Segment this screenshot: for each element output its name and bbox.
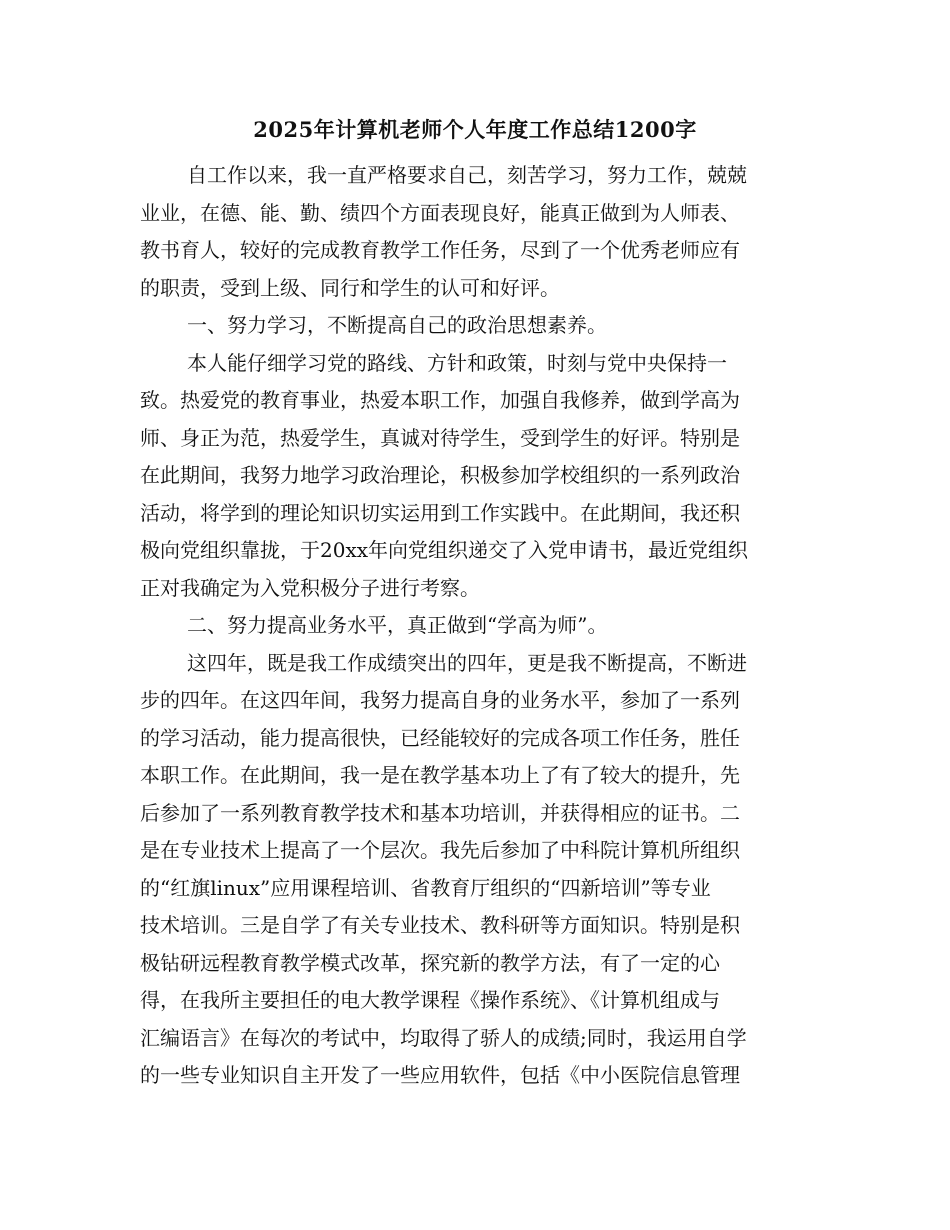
text-line: 业业，在德、能、勤、绩四个方面表现良好，能真正做到为人师表、 — [140, 200, 740, 225]
text-line: 致。热爱党的教育事业，热爱本职工作，加强自我修养，做到学高为 — [140, 388, 740, 412]
text-line: 正对我确定为入党积极分子进行考察。 — [140, 575, 480, 600]
text-line: 的“红旗linux”应用课程培训、省教育厅组织的“四新培训”等专业 — [140, 875, 711, 900]
text-line: 在此期间，我努力地学习政治理论，积极参加学校组织的一系列政治 — [140, 463, 740, 487]
text-line: 教书育人，较好的完成教育教学工作任务，尽到了一个优秀老师应有 — [140, 238, 740, 262]
text-line: 得，在我所主要担任的电大教学课程《操作系统》、《计算机组成与 — [140, 988, 720, 1012]
document-title: 2025年计算机老师个人年度工作总结1200字 — [253, 117, 697, 142]
text-line: 自工作以来，我一直严格要求自己，刻苦学习，努力工作，兢兢 — [187, 163, 747, 187]
text-line: 的学习活动，能力提高很快，已经能较好的完成各项工作任务，胜任 — [140, 725, 740, 750]
text-line: 本人能仔细学习党的路线、方针和政策，时刻与党中央保持一 — [187, 350, 727, 375]
document-body — [140, 157, 810, 1095]
text-line: 本职工作。在此期间，我一是在教学基本功上了有了较大的提升，先 — [140, 763, 740, 787]
text-line: 一、努力学习，不断提高自己的政治思想素养。 — [187, 313, 607, 337]
text-line: 极钻研远程教育教学模式改革，探究新的教学方法，有了一定的心 — [140, 950, 720, 975]
text-line: 师、身正为范，热爱学生，真诚对待学生，受到学生的好评。特别是 — [140, 425, 740, 450]
text-line: 步的四年。在这四年间，我努力提高自身的业务水平，参加了一系列 — [140, 688, 740, 712]
text-line: 这四年，既是我工作成绩突出的四年，更是我不断提高，不断进 — [187, 650, 747, 675]
text-line: 汇编语言》在每次的考试中，均取得了骄人的成绩;同时，我运用自学 — [140, 1025, 747, 1050]
text-line: 活动，将学到的理论知识切实运用到工作实践中。在此期间，我还积 — [140, 500, 740, 525]
text-line: 是在专业技术上提高了一个层次。我先后参加了中科院计算机所组织 — [140, 838, 740, 862]
text-line: 极向党组织靠拢，于20xx年向党组织递交了入党申请书，最近党组织 — [140, 538, 749, 562]
text-line: 技术培训。三是自学了有关专业技术、教科研等方面知识。特别是积 — [140, 913, 740, 937]
text-line: 的一些专业知识自主开发了一些应用软件，包括《中小医院信息管理 — [140, 1063, 740, 1087]
text-line: 后参加了一系列教育教学技术和基本功培训，并获得相应的证书。二 — [140, 800, 740, 825]
text-line: 二、努力提高业务水平，真正做到“学高为师”。 — [187, 613, 608, 637]
text-line: 的职责，受到上级、同行和学生的认可和好评。 — [140, 275, 560, 300]
